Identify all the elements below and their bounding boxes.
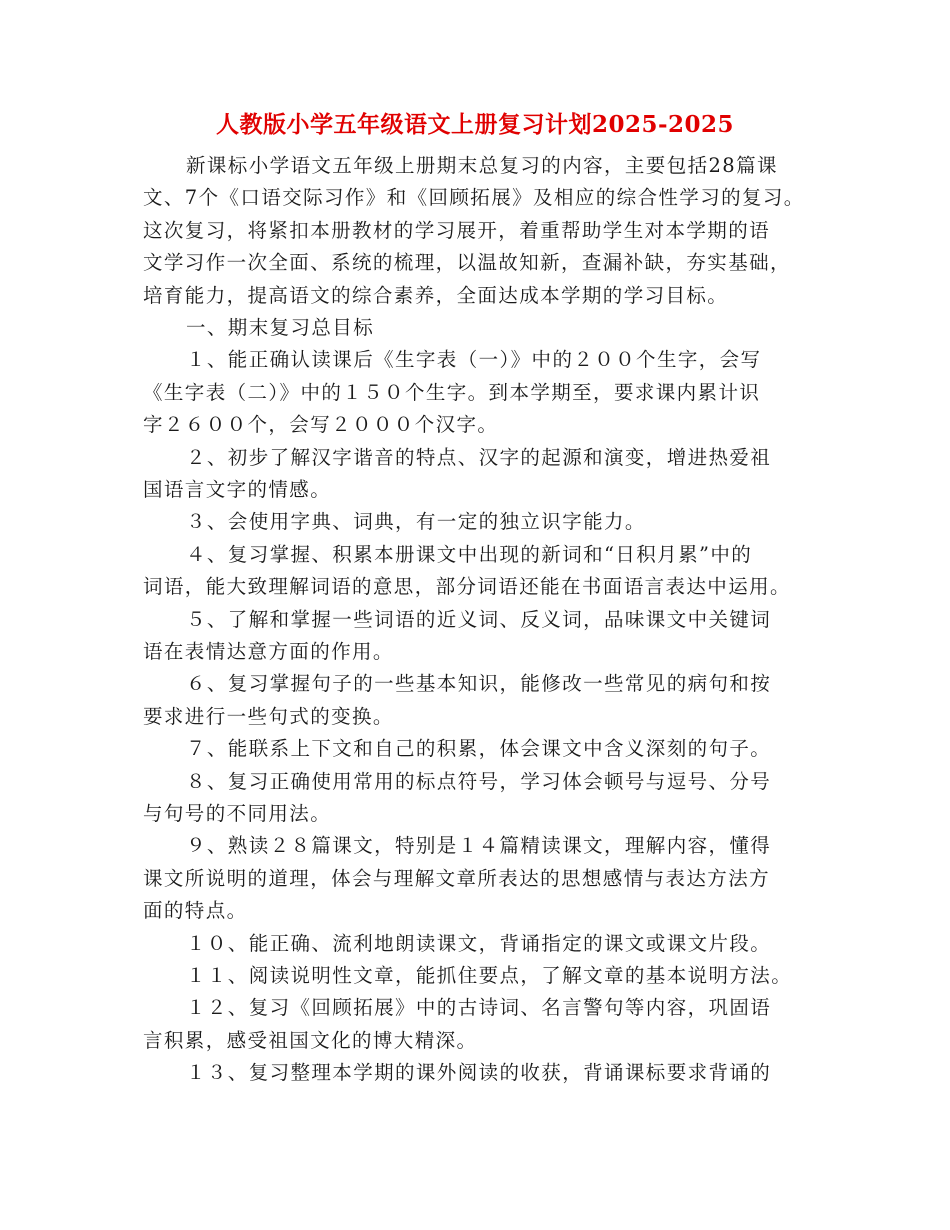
text-line: １、能正确认读课后《生字表（一）》中的２００个生字，会写 [186,348,762,372]
text-line: ４、复习掌握、积累本册课文中出现的新词和“日积月累”中的 [186,542,753,566]
text-line: 文学习作一次全面、系统的梳理，以温故知新，查漏补缺，夯实基础， [143,251,791,275]
text-line: １２、复习《回顾拓展》中的古诗词、名言警句等内容，巩固语 [186,996,772,1020]
text-line: 词语，能大致理解词语的意思，部分词语还能在书面语言表达中运用。 [143,575,791,599]
text-line: 字２６００个，会写２０００个汉字。 [143,413,499,437]
text-line: 与句号的不同用法。 [143,802,332,825]
text-line: 新课标小学语文五年级上册期末总复习的内容，主要包括28篇课 [186,154,778,177]
text-line: 文、7个《口语交际习作》和《回顾拓展》及相应的综合性学习的复习。 [143,186,805,210]
text-line: 这次复习，将紧扣本册教材的学习展开，着重帮助学生对本学期的语 [143,218,771,242]
text-line: 《生字表（二）》中的１５０个生字。到本学期至，要求课内累计识 [143,380,761,404]
text-line: 课文所说明的道理，体会与理解文章所表达的思想感情与表达方法方 [143,866,771,890]
text-line: ９、熟读２８篇课文，特别是１４篇精读课文，理解内容，懂得 [186,834,772,858]
text-line: 语在表情达意方面的作用。 [143,640,394,663]
text-line: 面的特点。 [143,899,248,923]
text-line: １３、复习整理本学期的课外阅读的收获，背诵课标要求背诵的 [186,1061,772,1085]
document-title: 人教版小学五年级语文上册复习计划2025-2025 [215,111,735,138]
text-line: ６、复习掌握句子的一些基本知识，能修改一些常见的病句和按 [186,672,772,696]
text-line: 要求进行一些句式的变换。 [143,704,394,728]
text-line: 言积累，感受祖国文化的博大精深。 [143,1028,478,1052]
text-line: ３、会使用字典、词典，有一定的独立识字能力。 [186,510,646,534]
text-line: １１、阅读说明性文章，能抓住要点，了解文章的基本说明方法。 [186,964,793,987]
text-line: ７、能联系上下文和自己的积累，体会课文中含义深刻的句子。 [186,737,772,761]
text-line: ２、初步了解汉字谐音的特点、汉字的起源和演变，增进热爱祖 [186,445,772,469]
text-line: ８、复习正确使用常用的标点符号，学习体会顿号与逗号、分号 [186,769,772,793]
text-line: 一、期末复习总目标 [186,316,375,339]
text-line: 国语言文字的情感。 [143,478,332,501]
text-line: １０、能正确、流利地朗读课文，背诵指定的课文或课文片段。 [186,931,772,955]
text-line: 培育能力，提高语文的综合素养，全面达成本学期的学习目标。 [143,283,729,307]
text-line: ５、了解和掌握一些词语的近义词、反义词，品味课文中关键词 [186,607,772,631]
